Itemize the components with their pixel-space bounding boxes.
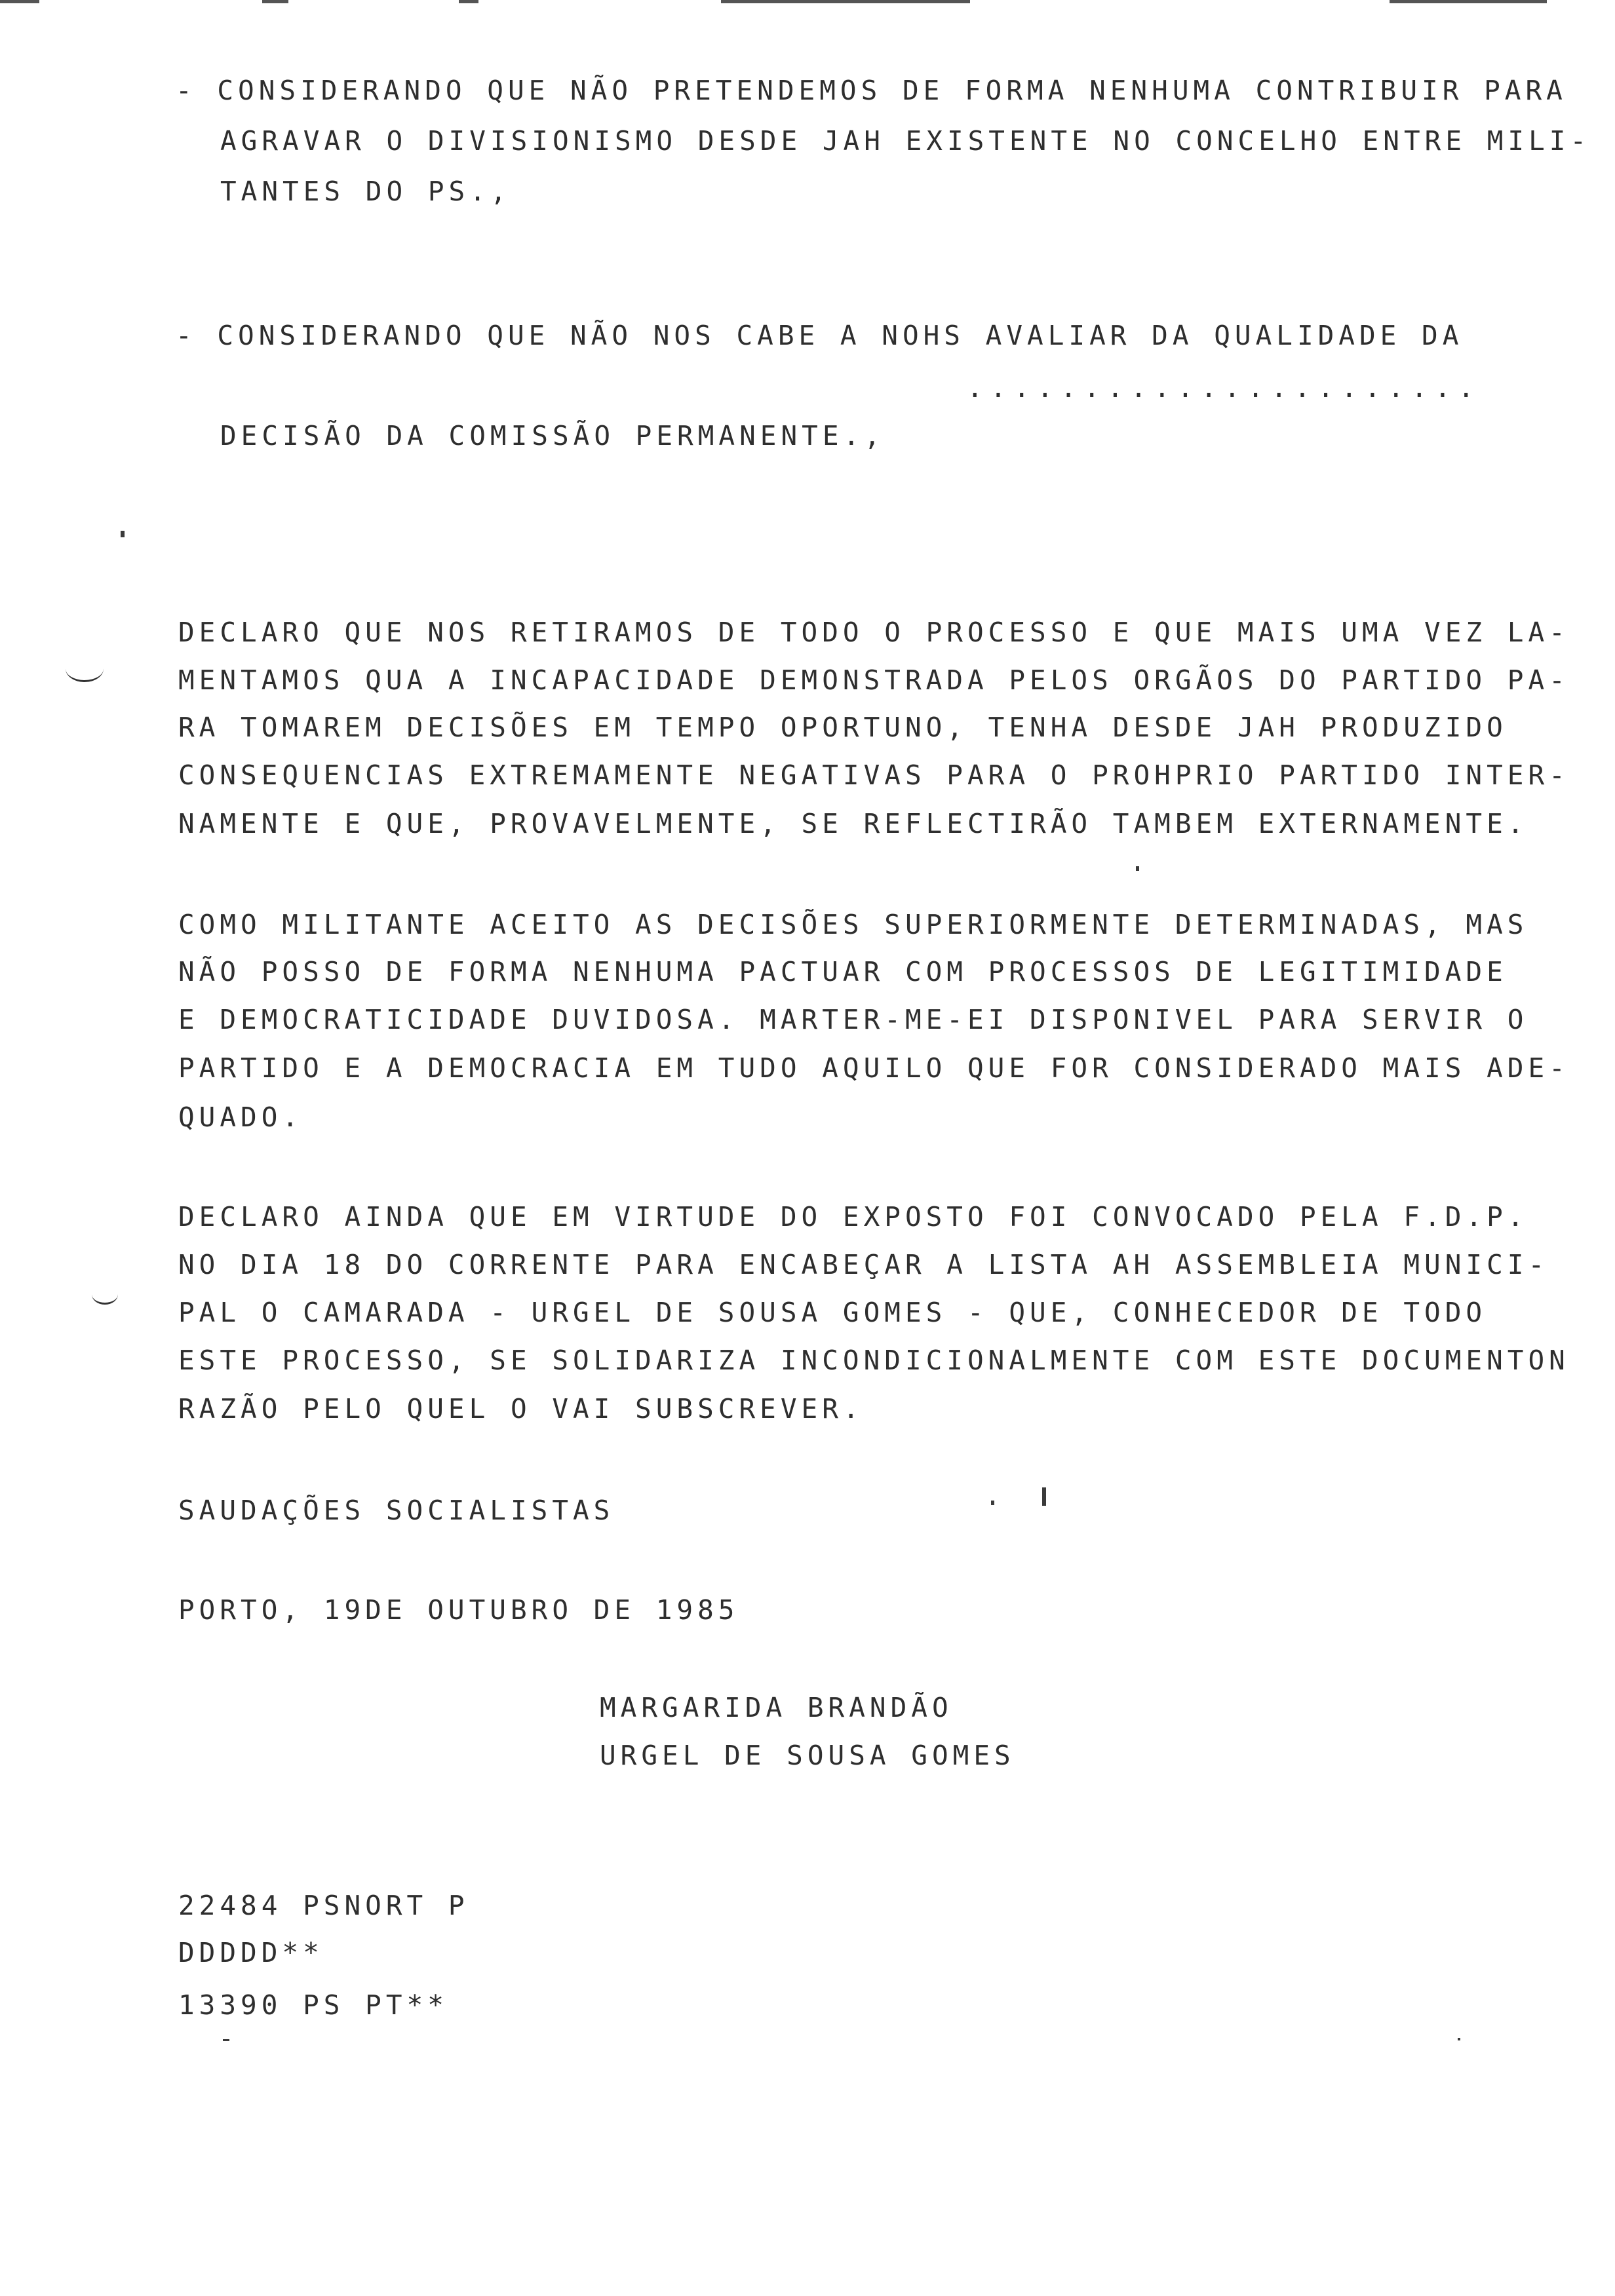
closing-salutation: SAUDAÇÕES SOCIALISTAS [178, 1495, 615, 1526]
text-line: - CONSIDERANDO QUE NÃO PRETENDEMOS DE FORMA NENHUMA CONTRIBUIR PARA [176, 75, 1567, 106]
text-line: DECLARO QUE NOS RETIRAMOS DE TODO O PROCESSO E QUE MAIS UMA VEZ LA- [178, 617, 1570, 648]
scan-artifact-top [1390, 0, 1547, 3]
text-line: CONSEQUENCIAS EXTREMAMENTE NEGATIVAS PARA O PROHPRIO PARTIDO INTER- [178, 759, 1570, 791]
text-line: - CONSIDERANDO QUE NÃO NOS CABE A NOHS AVALIAR DA QUALIDADE DA [176, 320, 1464, 351]
stray-mark [991, 1501, 994, 1505]
telex-code: 22484 PSNORT P [178, 1890, 469, 1921]
stray-mark [1136, 866, 1139, 871]
text-line: NO DIA 18 DO CORRENTE PARA ENCABEÇAR A LISTA AH ASSEMBLEIA MUNICI- [178, 1249, 1549, 1280]
margin-bracket [66, 655, 104, 682]
margin-bracket [92, 1284, 118, 1305]
text-line: RAZÃO PELO QUEL O VAI SUBSCREVER. [178, 1393, 864, 1425]
text-line: PARTIDO E A DEMOCRACIA EM TUDO AQUILO QUE FOR CONSIDERADO MAIS ADE- [178, 1052, 1570, 1084]
place-and-date: PORTO, 19DE OUTUBRO DE 1985 [178, 1594, 739, 1626]
text-line: MENTAMOS QUA A INCAPACIDADE DEMONSTRADA PELOS ORGÃOS DO PARTIDO PA- [178, 664, 1570, 696]
signatory-name: MARGARIDA BRANDÃO [600, 1692, 953, 1723]
stray-mark [1042, 1487, 1046, 1506]
text-line: QUADO. [178, 1101, 303, 1133]
telex-code: DDDDD** [178, 1937, 324, 1968]
telex-code: 13390 PS PT** [178, 1989, 448, 2021]
text-line: PAL O CAMARADA - URGEL DE SOUSA GOMES - QUE, CONHECEDOR DE TODO [178, 1297, 1487, 1328]
text-line: AGRAVAR O DIVISIONISMO DESDE JAH EXISTENTE NO CONCELHO ENTRE MILI- [220, 125, 1591, 157]
stray-mark [223, 2039, 229, 2041]
text-line: COMO MILITANTE ACEITO AS DECISÕES SUPERIORMENTE DETERMINADAS, MAS [178, 909, 1528, 940]
text-line: DECLARO AINDA QUE EM VIRTUDE DO EXPOSTO FOI CONVOCADO PELA F.D.P. [178, 1201, 1528, 1233]
scan-artifact-top [0, 0, 39, 3]
stray-mark [121, 531, 125, 537]
text-line: TANTES DO PS., [220, 176, 511, 207]
signatory-name: URGEL DE SOUSA GOMES [600, 1740, 1015, 1771]
scan-artifact-top [721, 0, 970, 3]
scan-artifact-top [459, 0, 478, 3]
text-line: E DEMOCRATICIDADE DUVIDOSA. MARTER-ME-EI DISPONIVEL PARA SERVIR O [178, 1004, 1528, 1035]
dotted-line: ...................... [967, 372, 1482, 404]
text-line: ESTE PROCESSO, SE SOLIDARIZA INCONDICIONALMENTE COM ESTE DOCUMENTON [178, 1345, 1570, 1376]
text-line: RA TOMAREM DECISÕES EM TEMPO OPORTUNO, TENHA DESDE JAH PRODUZIDO [178, 712, 1508, 743]
stray-mark [1458, 2038, 1460, 2040]
text-line: NAMENTE E QUE, PROVAVELMENTE, SE REFLECTIRÃO TAMBEM EXTERNAMENTE. [178, 808, 1528, 839]
scan-artifact-top [262, 0, 288, 3]
text-line: DECISÃO DA COMISSÃO PERMANENTE., [220, 420, 885, 451]
text-line: NÃO POSSO DE FORMA NENHUMA PACTUAR COM PROCESSOS DE LEGITIMIDADE [178, 956, 1508, 987]
